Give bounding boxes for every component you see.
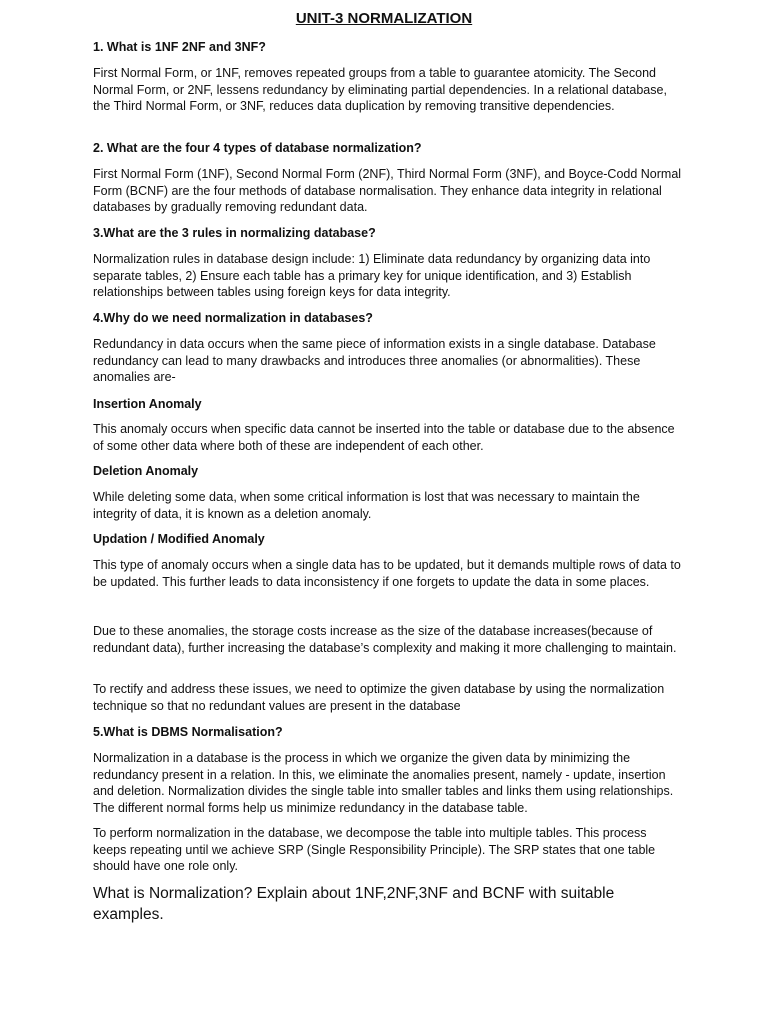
answer-1: First Normal Form, or 1NF, removes repeated groups from a table to guarantee atomicity. The Second Normal Form, or 2NF, lessens redundancy by eliminating partial dependencies. In a relational database, the Third Normal Form, or 3NF, reduces data duplication by removing transitive dependencies. (93, 66, 667, 114)
deletion-anomaly-heading: Deletion Anomaly (93, 464, 199, 478)
answer-2: First Normal Form (1NF), Second Normal Form (2NF), Third Normal Form (3NF), and Boyce-Codd Normal Form (BCNF) are the four methods of database normalisation. They enhance data integrity in relational databases by gradually removing redundant data. (93, 167, 682, 215)
rectify-text: To rectify and address these issues, we need to optimize the given database by using the normalization technique so that no redundant values are present in the database (93, 682, 665, 713)
question-1: 1. What is 1NF 2NF and 3NF? (93, 40, 266, 54)
question-3: 3.What are the 3 rules in normalizing database? (93, 226, 376, 240)
question-2: 2. What are the four 4 types of database normalization? (93, 141, 422, 155)
insertion-anomaly-text: This anomaly occurs when specific data cannot be inserted into the table or database due to the absence of some other data where both of these are independent of each other. (93, 422, 675, 453)
answer-3: Normalization rules in database design include: 1) Eliminate data redundancy by organizing data into separate tables, 2) Ensure each table has a primary key for unique identification, and 3) Establish relationships between tables using foreign keys for data integrity. (93, 252, 651, 300)
anomaly-consequence-text: Due to these anomalies, the storage costs increase as the size of the database increases(because of redundant data), further increasing the database’s complexity and making it more challenging to maintain. (93, 624, 677, 655)
page-title: UNIT-3 NORMALIZATION (295, 10, 473, 27)
updation-anomaly-text: This type of anomaly occurs when a single data has to be updated, but it demands multiple rows of data to be updated. This further leads to data inconsistency if one forgets to update the data in some places. (93, 558, 681, 589)
final-question: What is Normalization? Explain about 1NF,2NF,3NF and BCNF with suitable examples. (93, 885, 615, 923)
updation-anomaly-heading: Updation / Modified Anomaly (93, 532, 265, 546)
question-5: 5.What is DBMS Normalisation? (93, 725, 283, 739)
answer-4-intro: Redundancy in data occurs when the same piece of information exists in a single database. Database redundancy can lead to many drawbacks and introduces three anomalies (or abnormalities). These anomalies are- (93, 337, 656, 385)
answer-5-part-1: Normalization in a database is the process in which we organize the given data by minimizing the redundancy present in a relation. In this, we eliminate the anomalies present, namely - update, insertion and deletion. Normalization divides the single table into smaller tables and links them using relationships. The different normal forms help us minimize redundancy in the database table. (93, 751, 674, 816)
deletion-anomaly-text: While deleting some data, when some critical information is lost that was necessary to maintain the integrity of data, it is known as a deletion anomaly. (93, 490, 640, 521)
question-4: 4.Why do we need normalization in databases? (93, 311, 373, 325)
insertion-anomaly-heading: Insertion Anomaly (93, 397, 202, 411)
answer-5-part-2: To perform normalization in the database, we decompose the table into multiple tables. This process keeps repeating until we achieve SRP (Single Responsibility Principle). The SRP states that one table should have one role only. (93, 826, 656, 874)
